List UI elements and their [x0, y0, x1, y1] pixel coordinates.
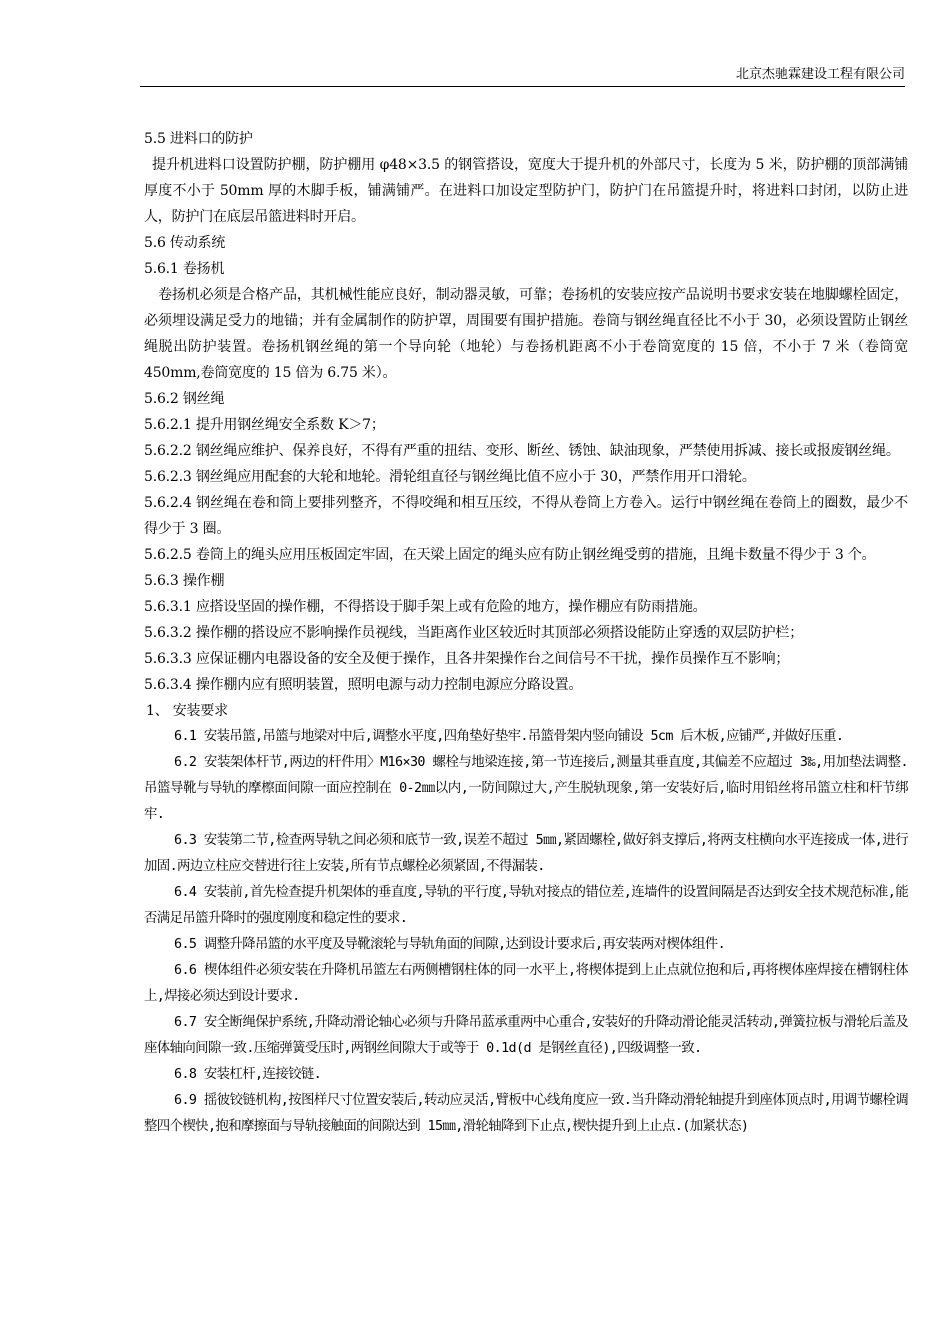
- install-step: 6.8 安装杠杆,连接铰链.: [174, 1067, 322, 1082]
- subsection-heading: 5.6.3 操作棚: [144, 573, 225, 589]
- subsection-heading: 5.6.1 卷扬机: [144, 261, 225, 277]
- install-step: 6.5 调整升降吊篮的水平度及导靴滚轮与导轨角面的间隙,达到设计要求后,再安装两对楔体组件.: [174, 937, 726, 952]
- body-paragraph: 提升机进料口设置防护棚，防护棚用 φ48×3.5 的钢管搭设，宽度大于提升机的外部尺寸，长度为 5 米，防护棚的顶部满铺厚度不小于 50mm 厚的木脚手板，铺满铺严。在进料口加设定型防护门，防护门在吊篮提升时，将进料口封闭，以防止进人，防护门在底层吊篮进料时开启。: [144, 157, 908, 225]
- page-header: [140, 66, 905, 87]
- clause: 5.6.2.2 钢丝绳应维护、保养良好，不得有严重的扭结、变形、断丝、锈蚀、缺油现象，严禁使用拆减、接长或报废钢丝绳。: [144, 443, 900, 459]
- clause: 5.6.2.4 钢丝绳在卷和筒上要排列整齐，不得咬绳和相互压绞，不得从卷筒上方卷入。运行中钢丝绳在卷筒上的圈数，最少不得少于 3 圈。: [144, 495, 908, 537]
- install-step: 6.1 安装吊篮,吊篮与地梁对中后,调整水平度,四角垫好垫牢.吊篮骨架内竖向铺设 5cm 后木板,应铺严,并做好压重.: [174, 729, 844, 744]
- clause: 5.6.3.2 操作棚的搭设应不影响操作员视线，当距离作业区较近时其顶部必须搭设能防止穿透的双层防护栏；: [144, 625, 804, 641]
- install-step: 6.2 安装架体杆节,两边的杆件用〉M16×30 螺栓与地梁连接,第一节连接后,测量其垂直度,其偏差不应超过 3‰,用加垫法调整.吊篮导靴与导轨的摩檫面间隙一面应控制在 0-2㎜以内,一防间隙过大,产生脱轨现象,第一安装好后,临时用铅丝将吊篮立柱和杆节绑牢.: [144, 755, 908, 822]
- install-step: 6.3 安装第二节,检查两导轨之间必须和底节一致,误差不超过 5㎜,紧固螺栓,做好斜支撑后,将两支柱横向水平连接成一体,进行加固.两边立柱应交替进行往上安装,所有节点螺栓必须紧固,不得漏装.: [144, 833, 908, 874]
- company-name: 北京杰驰霖建设工程有限公司: [735, 67, 905, 82]
- install-step: 6.4 安装前,首先检查提升机架体的垂直度,导轨的平行度,导轨对接点的错位差,连墙件的设置间隔是否达到安全技术规范标准,能否满足吊篮升降时的强度刚度和稳定性的要求.: [144, 885, 908, 926]
- clause: 5.6.3.4 操作棚内应有照明装置，照明电源与动力控制电源应分路设置。: [144, 677, 583, 693]
- clause: 5.6.3.3 应保证棚内电器设备的安全及便于操作，且各井架操作台之间信号不干扰，操作员操作互不影响；: [144, 651, 790, 667]
- install-step: 6.7 安全断绳保护系统,升降动滑论轴心必须与升降吊蓝承重两中心重合,安装好的升降动滑论能灵活转动,弹簧拉板与滑轮后盖及座体轴向间隙一致.压缩弹簧受压时,两钢丝间隙大于或等于 0.1d(d 是钢丝直径),四级调整一致.: [144, 1015, 908, 1056]
- body-paragraph: 卷扬机必须是合格产品，其机械性能应良好，制动器灵敏，可靠；卷扬机的安装应按产品说明书要求安装在地脚螺栓固定，必须埋设满足受力的地锚；并有金属制作的防护罩，周围要有围护措施。卷筒与钢丝绳直径比不小于 30，必须设置防止钢丝绳脱出防护装置。卷扬机钢丝绳的第一个导向轮（地轮）与卷扬机距离不小于卷筒宽度的 15 倍，不小于 7 米（卷筒宽 450mm,卷筒宽度的 15 倍为 6.75 米）。: [144, 287, 908, 381]
- install-step: 6.9 摇彼铰链机构,按图样尺寸位置安装后,转动应灵活,臂板中心线角度应一致.当升降动滑轮轴提升到座体顶点时,用调节螺栓调整四个楔快,抱和摩擦面与导轨接触面的间隙达到 15㎜,滑轮轴降到下止点,楔快提升到上止点.(加紧状态): [144, 1093, 908, 1134]
- list-heading: 1、 安装要求: [146, 703, 228, 719]
- section-heading: 5.5 进料口的防护: [144, 131, 253, 147]
- document-body: [144, 126, 908, 1140]
- clause: 5.6.3.1 应搭设坚固的操作棚，不得搭设于脚手架上或有危险的地方，操作棚应有防雨措施。: [144, 599, 707, 615]
- subsection-heading: 5.6.2 钢丝绳: [144, 391, 225, 407]
- clause: 5.6.2.5 卷筒上的绳头应用压板固定牢固，在天梁上固定的绳头应有防止钢丝绳受剪的措施，且绳卡数量不得少于 3 个。: [144, 547, 876, 563]
- clause: 5.6.2.1 提升用钢丝绳安全系数 K＞7；: [144, 417, 385, 433]
- section-heading: 5.6 传动系统: [144, 235, 226, 251]
- clause: 5.6.2.3 钢丝绳应用配套的大轮和地轮。滑轮组直径与钢丝绳比值不应小于 30，严禁作用开口滑轮。: [144, 469, 756, 485]
- install-step: 6.6 楔体组件必须安装在升降机吊篮左右两侧槽钢柱体的同一水平上,将楔体提到上止点就位抱和后,再将楔体座焊接在槽钢柱体上,焊接必须达到设计要求.: [144, 963, 908, 1004]
